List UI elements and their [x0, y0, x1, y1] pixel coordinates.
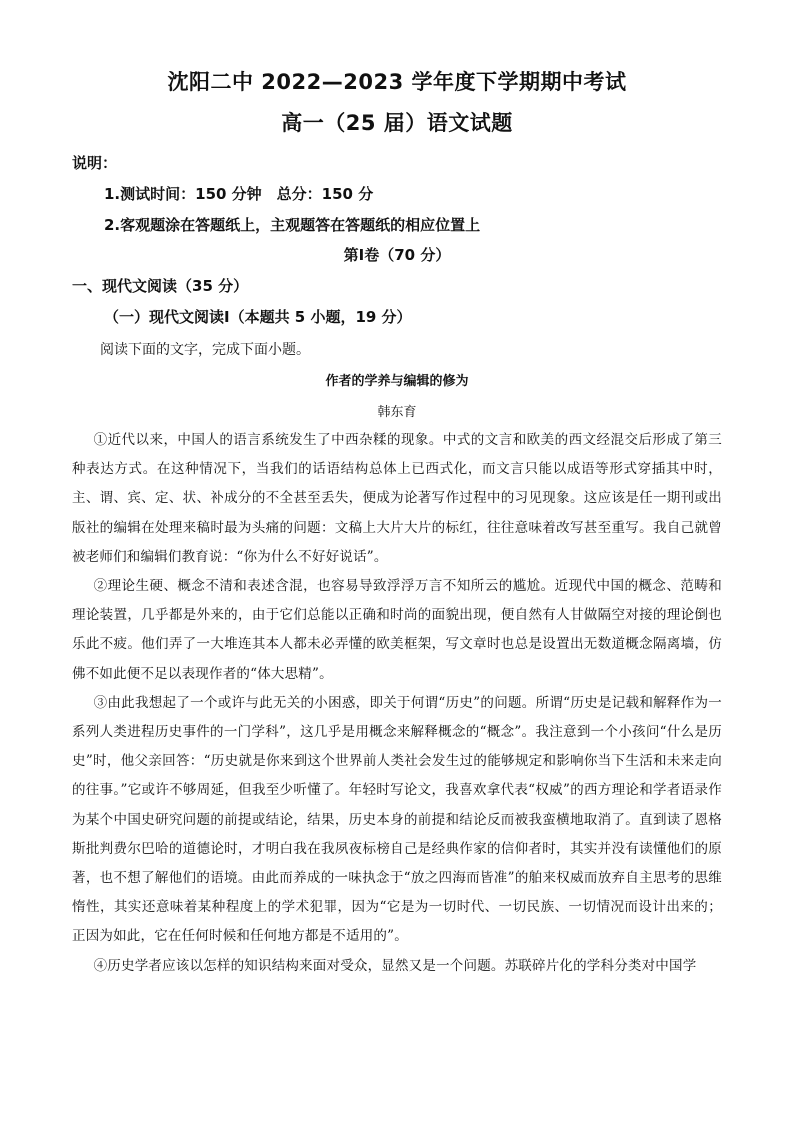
- part-heading: 一、现代文阅读（35 分）: [72, 277, 249, 295]
- instruction-item-1: 1.测试时间：150 分钟 总分：150 分: [104, 185, 374, 203]
- paragraph-1: ①近代以来，中国人的语言系统发生了中西杂糅的现象。中式的文言和欧美的西文经混交后形成了第三种表达方式。在这种情况下，当我们的话语结构总体上已西式化，而文言只能以成语等形式穿插其中时，主、谓、宾、定、状、补成分的不全甚至丢失，便成为论著写作过程中的习见现象。这应该是任一期刊或出版社的编辑在处理来稿时最为头痛的问题：文稿上大片大片的标红，往往意味着改写甚至重写。我自己就曾被老师们和编辑们教育说：“你为什么不好好说话”。: [72, 432, 722, 565]
- paragraph-3: ③由此我想起了一个或许与此无关的小困惑，即关于何谓“历史”的问题。所谓“历史是记载和解释作为一系列人类进程历史事件的一门学科”，这几乎是用概念来解释概念的“概念”。我注意到一个小孩问“什么是历史”时，他父亲回答：“历史就是你来到这个世界前人类社会发生过的能够规定和影响你当下生活和未来走向的往事。”它或许不够周延，但我至少听懂了。年轻时写论文，我喜欢拿代表“权威”的西方理论和学者语录作为某个中国史研究问题的前提或结论，结果，历史本身的前提和结论反而被我蛮横地取消了。直到读了恩格斯批判费尔巴哈的道德论时，才明白我在我夙夜标榜自己是经典作家的信仰者时，其实并没有读懂他们的原著，也不想了解他们的语境。由此而养成的一味执念于“放之四海而皆准”的舶来权威而放弃自主思考的思维惰性，其实还意味着某种程度上的学术犯罪，因为“它是为一切时代、一切民族、一切情况而设计出来的；正因为如此，它在任何时候和任何地方都是不适用的”。: [72, 694, 722, 945]
- paragraph-2: ②理论生硬、概念不清和表述含混，也容易导致浮浮万言不知所云的尴尬。近现代中国的概念、范畴和理论装置，几乎都是外来的，由于它们总能以正确和时尚的面貌出现，便自然有人甘做隔空对接的理论倒也乐此不疲。他们弄了一大堆连其本人都未必弄懂的欧美框架，写文章时也总是设置出无数道概念隔离墙，仿佛不如此便不足以表现作者的“体大思精”。: [72, 578, 722, 682]
- article-author: 韩东育: [377, 405, 417, 420]
- reading-direction: 阅读下面的文字，完成下面小题。: [100, 342, 310, 358]
- instructions-label: 说明：: [72, 154, 118, 172]
- article-body: [72, 426, 722, 981]
- volume-heading: 第Ⅰ卷（70 分）: [343, 246, 451, 264]
- subpart-heading: （一）现代文阅读Ⅰ（本题共 5 小题，19 分）: [104, 308, 412, 326]
- article-title: 作者的学养与编辑的修为: [325, 374, 469, 389]
- exam-title: 沈阳二中 2022—2023 学年度下学期期中考试: [167, 70, 627, 94]
- paragraph-4: ④历史学者应该以怎样的知识结构来面对受众，显然又是一个问题。苏联碎片化的学科分类对中国学: [93, 957, 697, 974]
- exam-subtitle: 高一（25 届）语文试题: [281, 111, 513, 135]
- instruction-item-2: 2.客观题涂在答题纸上，主观题答在答题纸的相应位置上: [104, 216, 481, 234]
